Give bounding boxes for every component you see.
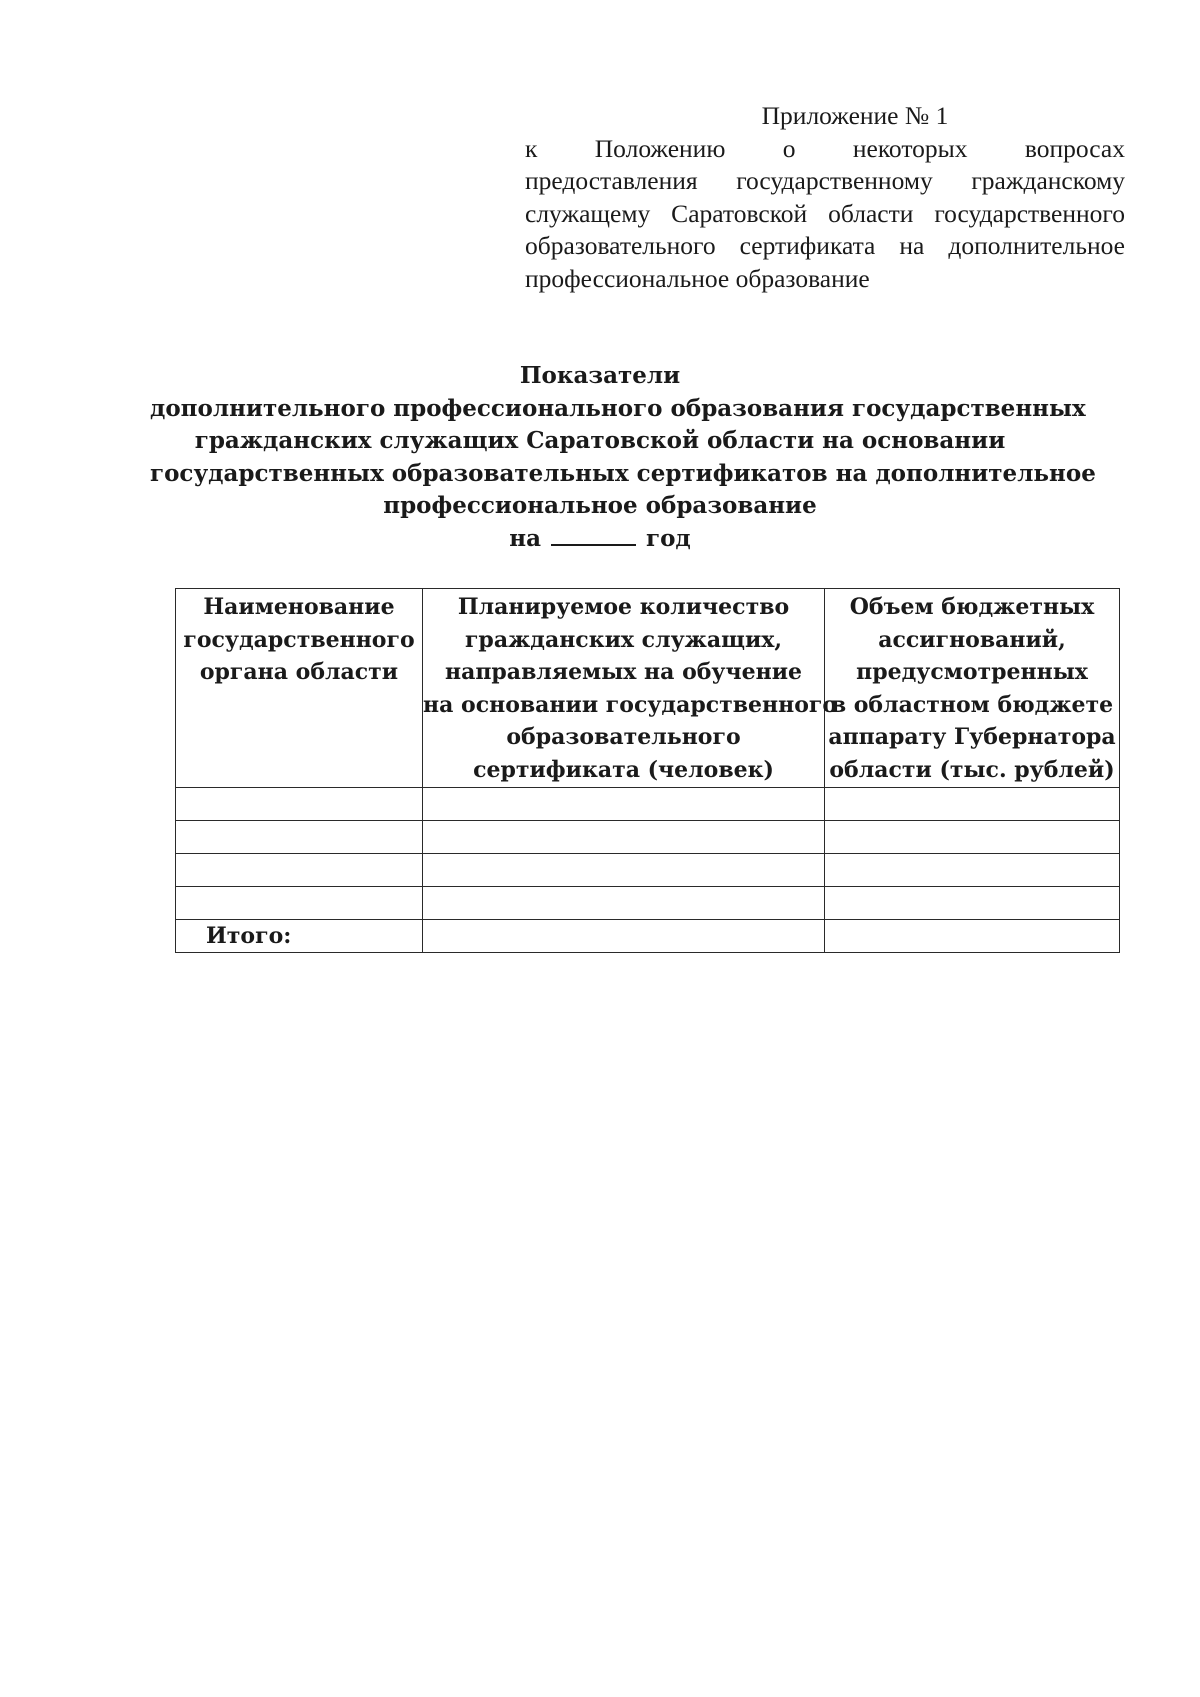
header-line: сертификата (человек) (473, 756, 774, 783)
table-cell[interactable] (176, 887, 423, 920)
header-line: образовательного (506, 724, 741, 750)
appendix-reference-line: образовательного сертификата на дополнительное (525, 231, 1125, 260)
table-cell[interactable] (423, 887, 825, 920)
document-title-line: дополнительного профессионального образования государственных (150, 394, 1086, 422)
table-total-row (176, 920, 1120, 953)
appendix-reference-line: служащему Саратовской области государственного (525, 198, 1125, 228)
header-line: гражданских служащих, (464, 626, 783, 653)
table-row (176, 854, 1120, 887)
appendix-reference-text (525, 133, 1125, 296)
year-suffix: год (645, 524, 691, 552)
column-header-agency (176, 589, 423, 788)
appendix-reference-line: профессиональное образование (525, 263, 870, 293)
table-cell[interactable] (825, 821, 1120, 854)
total-budget-cell[interactable] (825, 920, 1120, 953)
year-prefix: на (509, 524, 541, 552)
year-blank-field[interactable] (551, 524, 636, 546)
header-line: аппарату Губернатора (828, 724, 1116, 750)
appendix-number: Приложение № 1 (761, 101, 949, 130)
header-line: органа области (199, 659, 399, 685)
appendix-reference-block (525, 100, 1125, 295)
header-line: ассигнований, (878, 626, 1066, 653)
table-row (176, 887, 1120, 920)
table-row (176, 821, 1120, 854)
indicators-table (175, 588, 1120, 953)
table-cell[interactable] (176, 821, 423, 854)
column-header-budget (825, 589, 1120, 788)
table-cell[interactable] (825, 854, 1120, 887)
document-title-block (150, 360, 1096, 555)
table-cell[interactable] (423, 788, 825, 821)
header-line: области (тыс. рублей) (829, 756, 1115, 783)
header-line: Наименование (203, 594, 395, 620)
document-heading: Показатели (519, 362, 681, 389)
header-line: Объем бюджетных (849, 594, 1095, 620)
header-line: в областном бюджете (830, 691, 1114, 718)
table-cell[interactable] (825, 788, 1120, 821)
table-cell[interactable] (423, 854, 825, 887)
total-planned-count-cell[interactable] (423, 920, 825, 953)
header-line: государственного (183, 626, 415, 653)
document-title-line: гражданских служащих Саратовской области на основании (194, 427, 1006, 454)
table-cell[interactable] (825, 887, 1120, 920)
document-title-line: профессиональное образование (383, 492, 817, 519)
appendix-reference-line: к Положению о некоторых вопросах (525, 133, 1125, 163)
document-title-line: государственных образовательных сертификатов на дополнительное (150, 459, 1096, 487)
total-label: Итого: (176, 920, 423, 953)
table-cell[interactable] (176, 854, 423, 887)
table-header-row (176, 589, 1120, 788)
header-line: на основании государственного (423, 691, 838, 718)
table-cell[interactable] (176, 788, 423, 821)
header-line: направляемых на обучение (444, 659, 803, 685)
header-line: Планируемое количество (457, 594, 790, 620)
table-cell[interactable] (423, 821, 825, 854)
table-row (176, 788, 1120, 821)
column-header-planned-count (423, 589, 838, 788)
header-line: предусмотренных (856, 659, 1088, 685)
year-line (150, 523, 1050, 556)
appendix-reference-line: предоставления государственному гражданскому (525, 166, 1125, 195)
